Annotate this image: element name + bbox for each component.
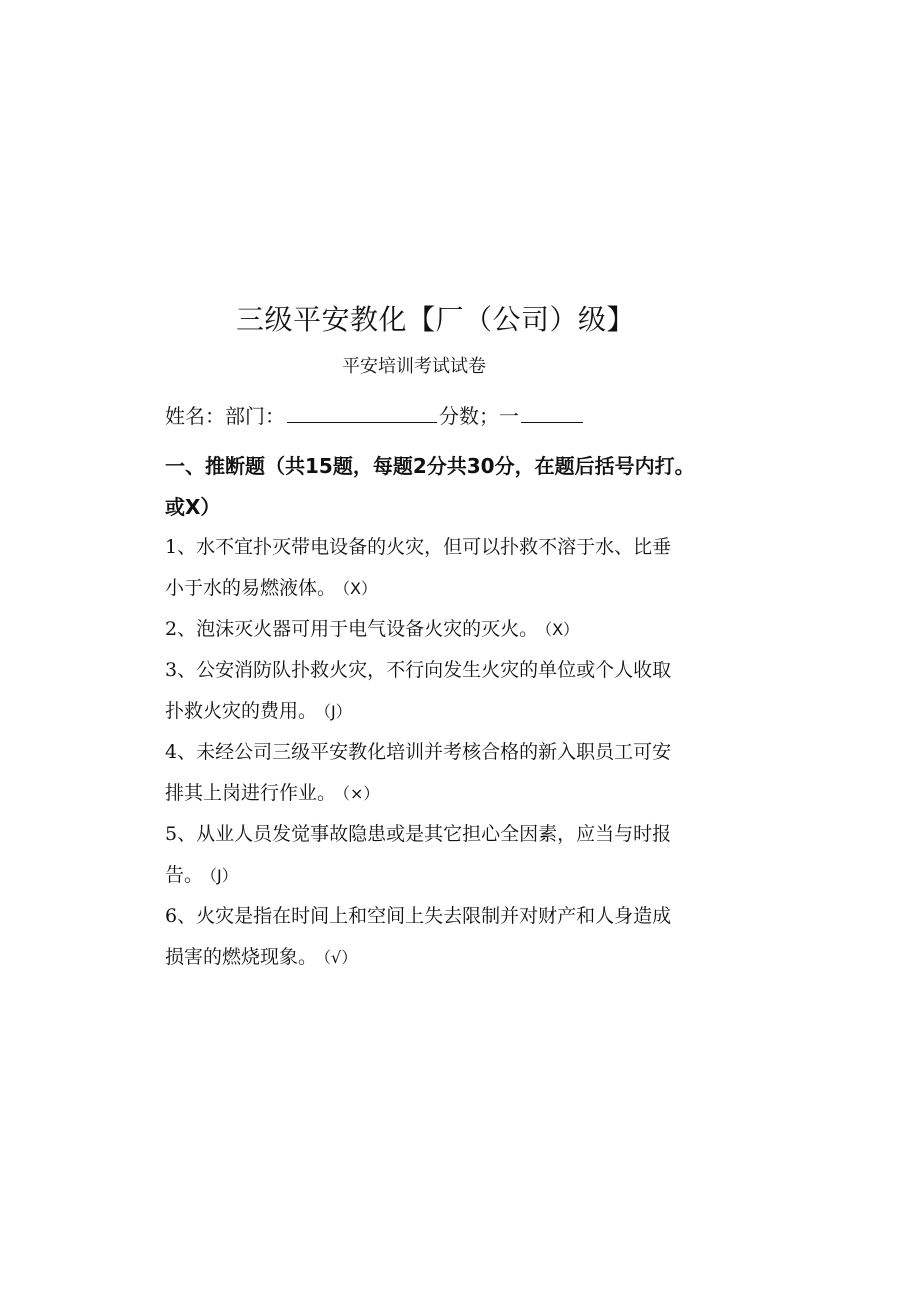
question-text: 4、未经公司三级平安教化培训并考核合格的新入职员工可安排其上岗进行作业。 [165, 741, 672, 804]
question-item [165, 609, 685, 650]
department-blank[interactable] [287, 400, 437, 423]
score-blank[interactable] [521, 400, 583, 423]
question-answer: （√） [323, 948, 358, 967]
question-text: 6、火灾是指在时间上和空间上失去限制并对财产和人身造成损害的燃烧现象。 [165, 905, 672, 968]
question-answer: （X） [544, 620, 580, 639]
document-title: 三级平安教化【厂（公司）级】 [236, 303, 636, 336]
question-item [165, 896, 685, 978]
question-text: 3、公安消防队扑救火灾，不行向发生火灾的单位或个人收取扑救火灾的费用。 [165, 659, 672, 722]
score-label: 分数；一 [439, 404, 519, 428]
question-answer: （J） [209, 866, 238, 885]
section-heading: 一、推断题（共15题，每题2分共30分，在题后括号内打。或X） [165, 454, 695, 519]
question-item [165, 732, 685, 814]
question-text: 1、水不宜扑灭带电设备的火灾，但可以扑救不溶于水、比垂小于水的易燃液体。 [165, 536, 672, 599]
question-text: 5、从业人员发觉事故隐患或是其它担心全因素，应当与时报告。 [165, 823, 672, 886]
name-dept-label: 姓名：部门： [165, 404, 285, 428]
question-answer: （J） [323, 702, 352, 721]
question-text: 2、泡沫灭火器可用于电气设备火灾的灭火。 [165, 618, 539, 640]
question-answer: （X） [342, 579, 377, 598]
document-subtitle: 平安培训考试试卷 [342, 356, 486, 377]
info-line [165, 399, 585, 433]
question-answer: （×） [342, 784, 380, 803]
question-item [165, 650, 685, 732]
question-list [165, 527, 685, 978]
question-item [165, 527, 685, 609]
question-item [165, 814, 685, 896]
